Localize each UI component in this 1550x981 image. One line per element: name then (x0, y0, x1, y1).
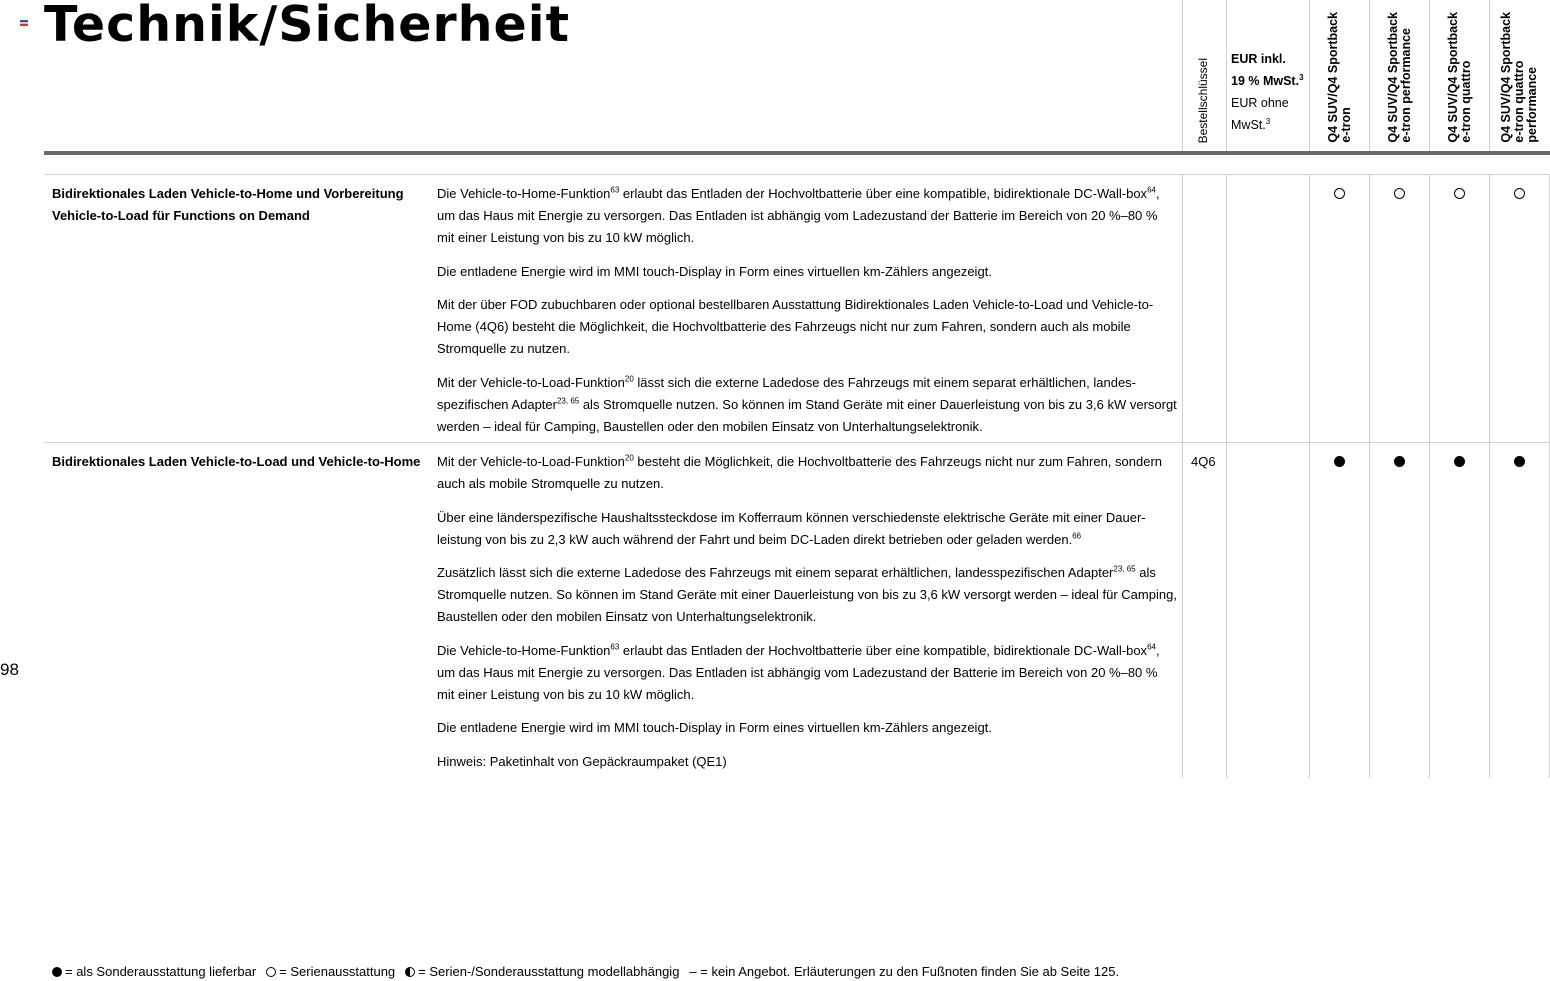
feature-description (437, 183, 1177, 449)
availability-mark (1514, 188, 1525, 199)
column-divider (1489, 174, 1490, 778)
description-paragraph: Zusätzlich lässt sich die externe Ladedose des Fahrzeugs mit einem separat erhältlichen, landesspezifischen Adapter$^{23, 65}$ als Stromquelle nutzen. So können im Stand Geräte mit einer Dauerleistung von bis zu 3,6 kW versorgt werden – ideal für Camping, Baustellen oder den mobilen Einsatz von Unterhaltungselektronik. (437, 564, 1177, 624)
header-order-key (1182, 0, 1226, 151)
availability-mark (1334, 188, 1345, 199)
page-title: Technik/Sicherheit (44, 0, 570, 53)
availability-mark (1454, 188, 1465, 199)
feature-name: Bidirektionales Laden Vehicle-to-Load und Vehicle-to-Home (52, 454, 421, 469)
description-paragraph: Mit der Vehicle-to-Load-Funktion$^{20}$ besteht die Möglichkeit, die Hochvoltbatterie des Fahrzeugs nicht nur zum Fahren, sondern auch als mobile Stromquelle zu nutzen. (437, 453, 1163, 491)
model-label: Q4 SUV/Q4 Sportback e-tron quattro performance (1499, 12, 1539, 143)
model-label: Q4 SUV/Q4 Sportback e-tron quattro (1446, 12, 1473, 143)
availability-mark (1334, 456, 1345, 467)
description-paragraph: Mit der Vehicle-to-Load-Funktion$^{20}$ lässt sich die externe Ladedose des Fahrzeugs mit einem separat erhältlichen, landes-spezifischen Adapter$^{23, 65}$ als Stromquelle nutzen. So können im Stand Geräte mit einer Dauerleistung von bis zu 3,6 kW versorgt werden – ideal für Camping, Baustellen oder den mobilen Einsatz von Unterhaltungselektronik. (437, 374, 1177, 434)
open-circle-icon (266, 967, 276, 977)
price-incl-line2: 19 % MwSt.$^3$ (1231, 72, 1304, 88)
order-code: 4Q6 (1191, 454, 1216, 469)
order-key-label: Bestellschlüssel (1196, 57, 1210, 143)
column-divider (1369, 174, 1370, 778)
legend-optional: = als Sonderausstattung lieferbar (52, 964, 256, 979)
header-price (1226, 0, 1309, 151)
availability-mark (1394, 188, 1405, 199)
legend-standard: = Serienausstattung (266, 964, 395, 979)
price-incl-line1: EUR inkl. (1231, 52, 1286, 66)
price-excl-line2: MwSt.$^3$ (1231, 116, 1271, 132)
column-divider (1309, 174, 1310, 778)
availability-mark (1454, 456, 1465, 467)
description-paragraph: Die Vehicle-to-Home-Funktion$^{63}$ erlaubt das Entladen der Hochvoltbatterie über eine kompatible, bidirektionale DC-Wall-box$^{64}$, um das Haus mit Energie zu versorgen. Das Entladen ist abhängig vom Ladezustand der Batterie im Bereich von 20 %–80 % mit einer Leistung von bis zu 10 kW möglich. (437, 642, 1160, 702)
column-divider (1429, 174, 1430, 778)
filled-circle-icon (52, 967, 62, 977)
column-divider (1182, 174, 1183, 778)
half-circle-icon (405, 967, 415, 977)
legend (52, 964, 1129, 979)
page-number: 98 (0, 660, 19, 679)
feature-description (437, 451, 1177, 784)
legend-model-dependent: = Serien-/Sonderausstattung modellabhängig (405, 964, 679, 979)
price-excl-line1: EUR ohne (1231, 96, 1289, 110)
availability-mark (1514, 456, 1525, 467)
model-label: Q4 SUV/Q4 Sportback e-tron (1326, 12, 1353, 143)
price-label (1231, 48, 1304, 136)
legend-none: – = kein Angebot. Erläuterungen zu den Fußnoten finden Sie ab Seite 125. (689, 964, 1120, 979)
feature-name: Bidirektionales Laden Vehicle-to-Home und Vorbereitung Vehicle-to-Load für Functions on Demand (52, 186, 404, 223)
description-paragraph: Die entladene Energie wird im MMI touch-Display in Form eines virtuellen km-Zählers angezeigt. (437, 720, 992, 735)
header-model-1 (1309, 0, 1369, 151)
header-model-3 (1429, 0, 1489, 151)
flag-icon (20, 20, 28, 26)
row-divider (44, 174, 1550, 175)
header-rule (44, 151, 1550, 155)
description-paragraph: Die entladene Energie wird im MMI touch-Display in Form eines virtuellen km-Zählers angezeigt. (437, 263, 992, 279)
description-paragraph: Mit der über FOD zubuchbaren oder optional bestellbaren Ausstattung Bidirektionales Laden Vehicle-to-Load und Vehicle-to-Home (4Q6) besteht die Möglichkeit, die Hochvoltbatterie des Fahrzeugs nicht nur zum Fahren, sondern auch als mobile Stromquelle zu nutzen. (437, 297, 1154, 356)
description-paragraph: Hinweis: Paketinhalt von Gepäckraumpaket (QE1) (437, 753, 727, 769)
column-divider (1226, 174, 1227, 778)
description-paragraph: Über eine länderspezifische Haushaltssteckdose im Kofferraum können verschiedenste elektrische Geräte mit einer Dauer-leistung von bis zu 2,3 kW auch während der Fahrt und beim DC-Laden direkt betrieben oder geladen werden.$^{66}$ (437, 509, 1146, 547)
description-paragraph: Die Vehicle-to-Home-Funktion$^{63}$ erlaubt das Entladen der Hochvoltbatterie über eine kompatible, bidirektionale DC-Wall-box$^{64}$, um das Haus mit Energie zu versorgen. Das Entladen ist abhängig vom Ladezustand der Batterie im Bereich von 20 %–80 % mit einer Leistung von bis zu 10 kW möglich. (437, 185, 1160, 245)
availability-mark (1394, 456, 1405, 467)
header-model-4 (1489, 0, 1550, 151)
model-label: Q4 SUV/Q4 Sportback e-tron performance (1386, 12, 1413, 143)
header-model-2 (1369, 0, 1429, 151)
